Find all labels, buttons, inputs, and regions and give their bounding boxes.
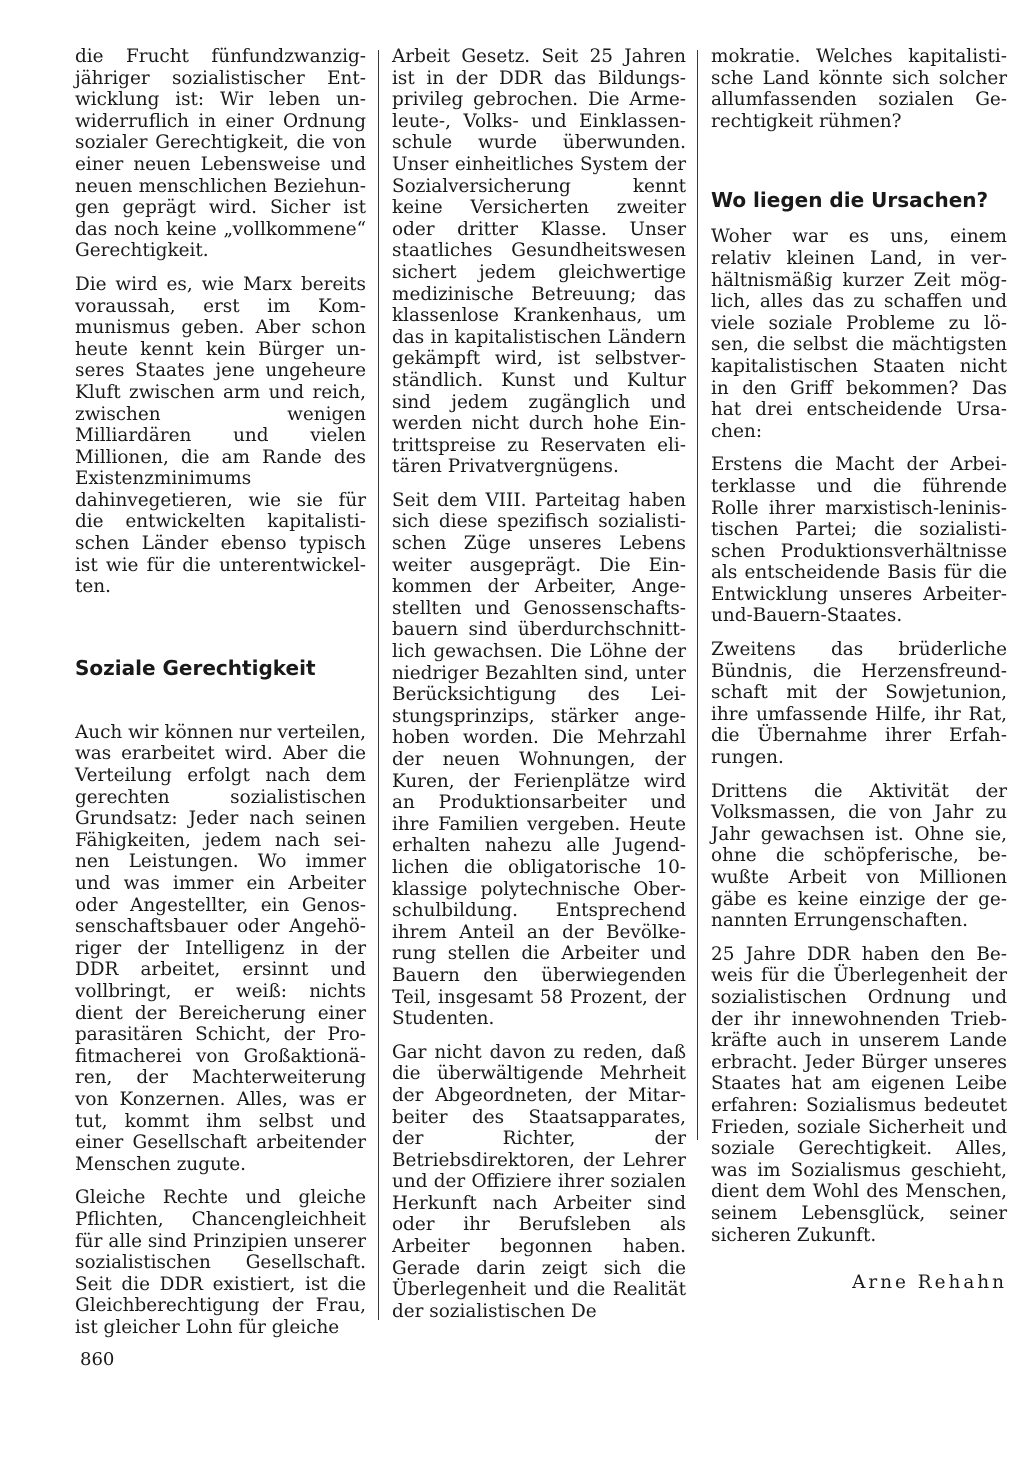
- paragraph: Gar nicht davon zu reden, daß die überwältigende Mehrheit der Abgeordneten, der Mitarbeiter des Staatsapparates, der Richter, der Betriebsdirektoren, der Lehrer und der Offiziere ihrer sozialen Herkunft nach Arbeiter sind oder ihr Berufsleben als Arbeiter begonnen haben. Gerade darin zeigt sich die Überlegenheit und die Realität der sozialistischen De: [392, 1041, 686, 1322]
- paragraph: Die wird es, wie Marx bereits voraussah, erst im Kommunismus geben. Aber schon heute kennt kein Bürger unseres Staates jene ungeheure Kluft zwischen arm und reich, zwischen wenigen Milliardären und vielen Millionen, die am Rande des Existenzminimums dahinvegetieren, wie sie für die entwickelten kapitalistischen Länder ebenso typisch ist wie für die unterentwickelten.: [75, 273, 366, 598]
- text-column-2: [392, 46, 686, 1334]
- paragraph: Drittens die Aktivität der Volksmassen, die von Jahr zu Jahr gewachsen ist. Ohne sie, ohne die schöpferische, bewußte Arbeit von Millionen gäbe es keine einzige der genannten Errungenschaften.: [711, 780, 1007, 932]
- paragraph: die Frucht fünfundzwanzigjähriger sozialistischer Entwicklung ist: Wir leben unwiderruflich in einer Ordnung sozialer Gerechtigkeit, die von einer neuen Lebensweise und neuen menschlichen Beziehungen geprägt wird. Sicher ist das noch keine „vollkommene“ Gerechtigkeit.: [75, 46, 366, 262]
- paragraph: Seit dem VIII. Parteitag haben sich diese spezifisch sozialistischen Züge unseres Lebens weiter ausgeprägt. Die Einkommen der Arbeiter, Angestellten und Genossenschaftsbauern sind überdurchschnittlich gewachsen. Die Löhne der niedriger Bezahlten sind, unter Berücksichtigung des Leistungsprinzips, stärker angehoben worden. Die Mehrzahl der neuen Wohnungen, der Kuren, der Ferienplätze wird an Produktionsarbeiter und ihre Familien vergeben. Heute erhalten nahezu alle Jugendlichen die obligatorische 10-klassige polytechnische Oberschulbildung. Entsprechend ihrem Anteil an der Bevölkerung stellen die Arbeiter und Bauern den überwiegenden Teil, insgesamt 58 Prozent, der Studenten.: [392, 489, 686, 1030]
- text-column-3: [711, 46, 1007, 1294]
- paragraph: Auch wir können nur verteilen, was erarbeitet wird. Aber die Verteilung erfolgt nach dem gerechten sozialistischen Grundsatz: Jeder nach seinen Fähigkeiten, jedem nach seinen Leistungen. Wo immer und was immer ein Arbeiter oder Angestellter, ein Genossenschaftsbauer oder Angehöriger der Intelligenz in der DDR arbeitet, ersinnt und vollbringt, er weiß: nichts dient der Bereicherung einer parasitären Schicht, der Profitmacherei von Großaktionären, der Machterweiterung von Konzernen. Alles, was er tut, kommt ihm selbst und einer Gesellschaft arbeitender Menschen zugute.: [75, 721, 366, 1175]
- column-divider-left: [378, 50, 379, 1320]
- paragraph: Woher war es uns, einem relativ kleinen Land, in verhältnismäßig kurzer Zeit möglich, alles das zu schaffen und viele soziale Probleme zu lösen, die selbst die mächtigsten kapitalistischen Staaten nicht in den Griff bekommen? Das hat drei entscheidende Ursachen:: [711, 226, 1007, 442]
- author-signature: Arne Rehahn: [852, 1272, 1007, 1294]
- page-number: 860: [80, 1349, 115, 1370]
- section-heading-soziale-gerechtigkeit: Soziale Gerechtigkeit: [75, 655, 316, 680]
- column-divider-right: [697, 50, 698, 1140]
- paragraph: Gleiche Rechte und gleiche Pflichten, Chancengleichheit für alle sind Prinzipien unserer sozialistischen Gesellschaft. Seit die DDR existiert, ist die Gleichberechtigung der Frau, ist gleicher Lohn für gleiche: [75, 1187, 366, 1338]
- paragraph: Erstens die Macht der Arbeiterklasse und die führende Rolle ihrer marxistisch-leninistischen Partei; die sozialistischen Produktionsverhältnisse als entscheidende Basis für die Entwicklung unseres Arbeiter-und-Bauern-Staates.: [711, 454, 1007, 627]
- paragraph: Arbeit Gesetz. Seit 25 Jahren ist in der DDR das Bildungsprivileg gebrochen. Die Armeleute-, Volks- und Einklassenschule wurde überwunden. Unser einheitliches System der Sozialversicherung kennt keine Versicherten zweiter oder dritter Klasse. Unser staatliches Gesundheitswesen sichert jedem gleichwertige medizinische Betreuung; das klassenlose Krankenhaus, um das in kapitalistischen Ländern gekämpft wird, ist selbstverständlich. Kunst und Kultur sind jedem zugänglich und werden nicht durch hohe Eintrittspreise zu Reservaten elitären Privatvergnügens.: [392, 46, 686, 478]
- paragraph: Zweitens das brüderliche Bündnis, die Herzensfreundschaft mit der Sowjetunion, ihre umfassende Hilfe, ihr Rat, die Übernahme ihrer Erfahrungen.: [711, 639, 1007, 769]
- paragraph: mokratie. Welches kapitalistische Land könnte sich solcher allumfassenden sozialen Gerechtigkeit rühmen?: [711, 46, 1007, 132]
- section-heading-ursachen: Wo liegen die Ursachen?: [711, 188, 989, 213]
- paragraph: 25 Jahre DDR haben den Beweis für die Überlegenheit der sozialistischen Ordnung und der ihr innewohnenden Triebkräfte auch in unserem Lande erbracht. Jeder Bürger unseres Staates hat am eigenen Leibe erfahren: Sozialismus bedeutet Frieden, soziale Sicherheit und soziale Gerechtigkeit. Alles, was im Sozialismus geschieht, dient dem Wohl des Menschen, seinem Lebensglück, seiner sicheren Zukunft.: [711, 943, 1007, 1246]
- text-column-1: [75, 46, 366, 1350]
